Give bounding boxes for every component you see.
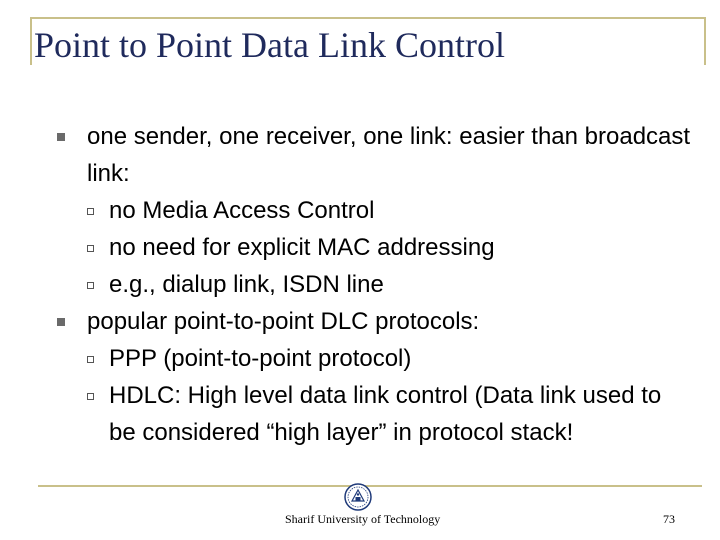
sub-bullet-item bbox=[86, 377, 694, 451]
slide-title: Point to Point Data Link Control bbox=[34, 25, 506, 65]
sub-bullet-item bbox=[86, 229, 694, 266]
hollow-square-bullet-icon bbox=[87, 208, 94, 215]
square-bullet-icon bbox=[57, 318, 65, 326]
title-frame-top bbox=[30, 17, 706, 19]
footer-institution: Sharif University of Technology bbox=[285, 512, 441, 526]
hollow-square-bullet-icon bbox=[87, 245, 94, 252]
square-bullet-icon bbox=[57, 133, 65, 141]
sub-bullet-text: no Media Access Control bbox=[109, 197, 375, 224]
sub-bullet-item bbox=[86, 192, 694, 229]
sub-bullet-list bbox=[86, 340, 694, 451]
sub-bullet-text: HDLC: High level data link control (Data link used to be considered “high layer” in protocol stack! bbox=[109, 382, 662, 446]
sub-bullet-text: e.g., dialup link, ISDN line bbox=[109, 271, 384, 298]
hollow-square-bullet-icon bbox=[87, 282, 94, 289]
bullet-item bbox=[54, 303, 694, 340]
sub-bullet-list bbox=[86, 192, 694, 303]
sub-bullet-item bbox=[86, 340, 694, 377]
bullet-text: popular point-to-point DLC protocols: bbox=[87, 308, 480, 335]
university-seal-logo-icon bbox=[343, 482, 373, 512]
hollow-square-bullet-icon bbox=[87, 393, 94, 400]
hollow-square-bullet-icon bbox=[87, 356, 94, 363]
slide-body bbox=[54, 118, 694, 451]
title-frame-left bbox=[30, 17, 32, 65]
bullet-text: one sender, one receiver, one link: easier than broadcast link: bbox=[87, 123, 691, 187]
page-number: 73 bbox=[663, 512, 675, 526]
sub-bullet-item bbox=[86, 266, 694, 303]
sub-bullet-text: PPP (point-to-point protocol) bbox=[109, 345, 412, 372]
sub-bullet-text: no need for explicit MAC addressing bbox=[109, 234, 495, 261]
bullet-item bbox=[54, 118, 694, 192]
title-frame-right bbox=[704, 17, 706, 65]
